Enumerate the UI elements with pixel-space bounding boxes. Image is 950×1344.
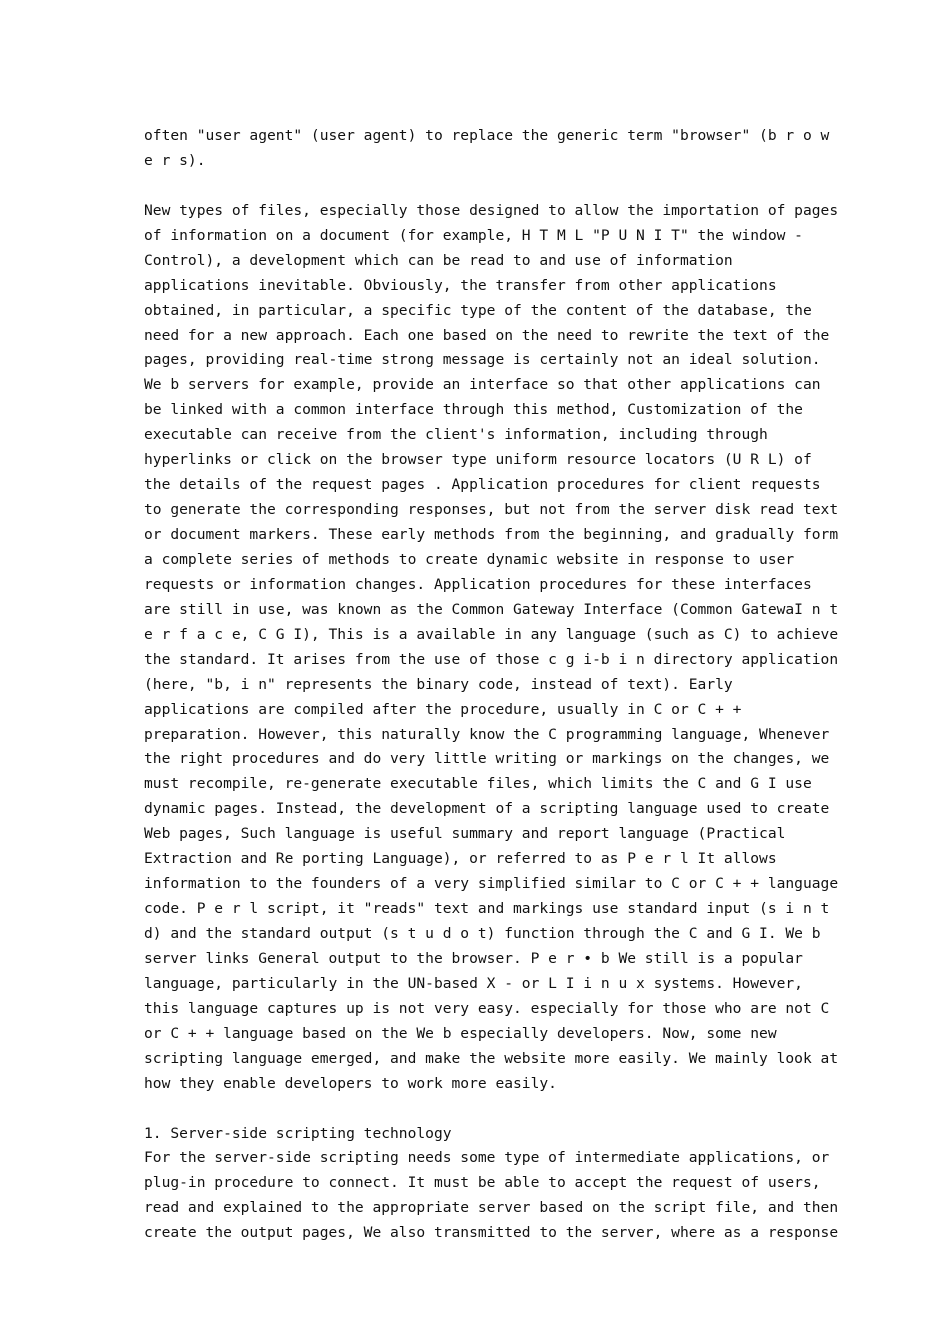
text-line: requests or information changes. Application procedures for these interfaces [144,575,812,593]
paragraph-3 [144,1146,839,1246]
text-line: create the output pages, We also transmitted to the server, where as a response [144,1224,839,1242]
text-line: code. P e r l script, it "reads" text and markings use standard input (s i n t [144,900,830,918]
text-line: applications are compiled after the procedure, usually in C or C + + [144,700,742,718]
text-line: d) and the standard output (s t u d o t) function through the C and G I. We b [144,925,821,942]
text-line: hyperlinks or click on the browser type uniform resource locators (U R L) of [144,451,812,469]
text-line: preparation. However, this naturally know the C programming language, Whenever [144,725,830,743]
text-line: For the server-side scripting needs some type of intermediate applications, or [144,1149,830,1167]
paragraph-1 [144,124,830,174]
text-line: this language captures up is not very easy. especially for those who are not C [144,999,830,1017]
text-line: information to the founders of a very simplified similar to C or C + + language [144,875,839,893]
text-line: (here, "b, i n" represents the binary code, instead of text). Early [144,675,733,693]
text-line: must recompile, re-generate executable files, which limits the C and G I use [144,775,812,793]
text-line: be linked with a common interface through this method, Customization of the [144,401,803,419]
text-line: often "user agent" (user agent) to replace the generic term "browser" (b r o w [144,127,830,144]
text-line: executable can receive from the client's information, including through [144,426,768,444]
text-line: the details of the request pages . Application procedures for client requests [144,476,821,494]
text-line: to generate the corresponding responses, but not from the server disk read text [144,501,839,519]
text-line: or C + + language based on the We b especially developers. Now, some new [144,1024,777,1042]
paragraph-2 [144,199,839,1122]
text-line: plug-in procedure to connect. It must be able to accept the request of users, [144,1174,821,1192]
text-line: obtained, in particular, a specific type of the content of the database, the [144,301,812,319]
text-line: read and explained to the appropriate server based on the script file, and then [144,1199,839,1217]
text-line: the right procedures and do very little writing or markings on the changes, we [144,750,830,768]
paragraph-spacer [144,174,809,199]
text-line: scripting language emerged, and make the website more easily. We mainly look at [144,1049,839,1067]
section-heading: 1. Server-side scripting technology [144,1124,452,1142]
text-line: We b servers for example, provide an interface so that other applications can [144,376,821,394]
text-line: Extraction and Re porting Language), or referred to as P e r l It allows [144,850,777,868]
text-line: server links General output to the browser. P e r • b We still is a popular [144,949,803,967]
text-line: or document markers. These early methods from the beginning, and gradually form [144,526,839,543]
text-line: dynamic pages. Instead, the development of a scripting language used to create [144,800,830,818]
text-line: e r s). [144,151,206,169]
text-line: the standard. It arises from the use of those c g i-b i n directory application [144,650,839,668]
text-line: language, particularly in the UN-based X - or L I i n u x systems. However, [144,974,803,992]
body-text [144,124,839,1246]
text-line: applications inevitable. Obviously, the transfer from other applications [144,276,777,294]
text-line: New types of files, especially those designed to allow the importation of pages [144,201,839,219]
text-line: e r f a c e, C G I), This is a available in any language (such as C) to achieve [144,625,839,643]
text-line: Control), a development which can be read to and use of information [144,251,733,269]
text-line: of information on a document (for example, H T M L "P U N I T" the window - [144,226,803,244]
text-line: a complete series of methods to create dynamic website in response to user [144,550,795,568]
text-line [144,1097,809,1122]
text-line: pages, providing real-time strong message is certainly not an ideal solution. [144,351,821,369]
text-line: how they enable developers to work more easily. [144,1074,557,1092]
text-line: Web pages, Such language is useful summary and report language (Practical [144,825,786,843]
text-line: need for a new approach. Each one based on the need to rewrite the text of the [144,326,830,344]
text-line: are still in use, was known as the Common Gateway Interface (Common GatewaI n t [144,600,839,618]
